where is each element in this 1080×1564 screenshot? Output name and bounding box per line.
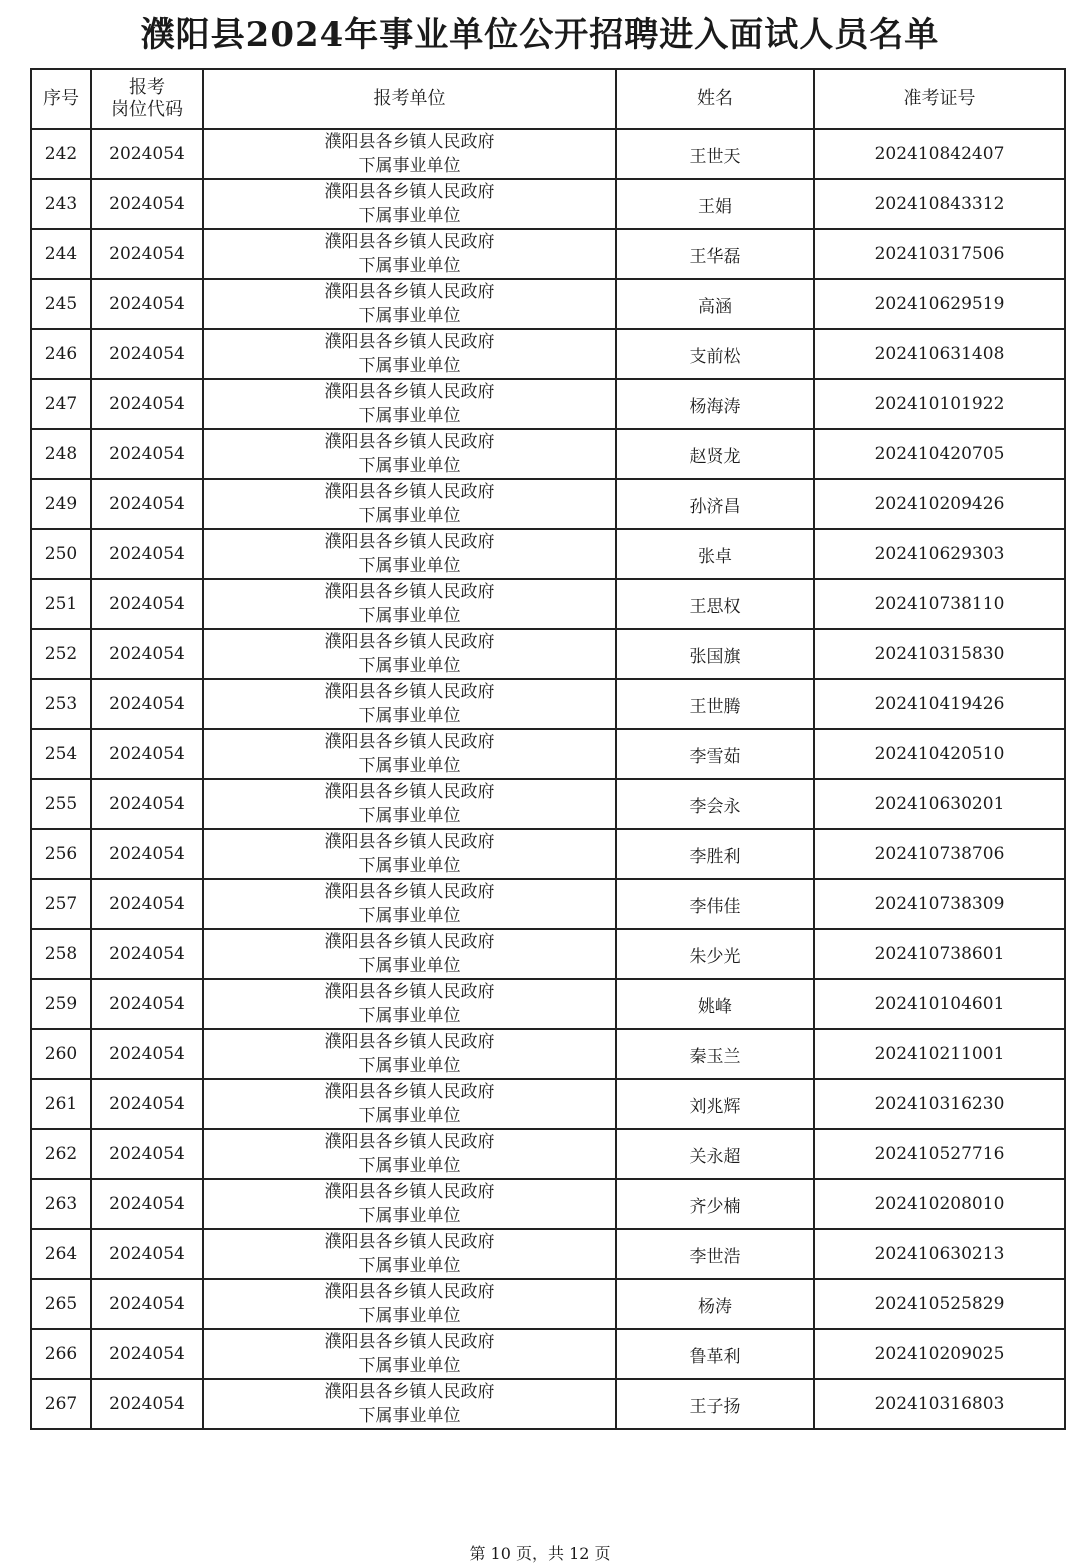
cell-unit-line1: 濮阳县各乡镇人民政府 bbox=[324, 932, 495, 952]
table-row bbox=[31, 1079, 1065, 1129]
cell-unit-line1: 濮阳县各乡镇人民政府 bbox=[324, 432, 495, 452]
cell-name: 王娟 bbox=[616, 179, 814, 229]
cell-unit-line2: 下属事业单位 bbox=[358, 406, 461, 426]
cell-ticket-number: 202410527716 bbox=[814, 1129, 1065, 1179]
cell-unit-line2: 下属事业单位 bbox=[358, 506, 461, 526]
cell-seq: 246 bbox=[31, 329, 91, 379]
cell-ticket-number: 202410738601 bbox=[814, 929, 1065, 979]
cell-seq: 261 bbox=[31, 1079, 91, 1129]
cell-position-code: 2024054 bbox=[91, 129, 203, 179]
cell-unit-line2: 下属事业单位 bbox=[358, 456, 461, 476]
page-footer: 第 10 页，共 12 页 bbox=[469, 1544, 611, 1563]
cell-unit bbox=[203, 1379, 616, 1429]
header-position-code bbox=[91, 69, 203, 129]
cell-unit bbox=[203, 1029, 616, 1079]
table-header-row bbox=[31, 69, 1065, 129]
cell-seq: 244 bbox=[31, 229, 91, 279]
table-row bbox=[31, 1029, 1065, 1079]
cell-unit-line2: 下属事业单位 bbox=[358, 356, 461, 376]
cell-ticket-number: 202410631408 bbox=[814, 329, 1065, 379]
cell-unit bbox=[203, 779, 616, 829]
cell-name: 王世天 bbox=[616, 129, 814, 179]
cell-name: 朱少光 bbox=[616, 929, 814, 979]
cell-name: 支前松 bbox=[616, 329, 814, 379]
cell-ticket-number: 202410842407 bbox=[814, 129, 1065, 179]
table-row bbox=[31, 879, 1065, 929]
cell-unit-line2: 下属事业单位 bbox=[358, 656, 461, 676]
cell-position-code: 2024054 bbox=[91, 279, 203, 329]
cell-ticket-number: 202410419426 bbox=[814, 679, 1065, 729]
cell-seq: 245 bbox=[31, 279, 91, 329]
cell-position-code: 2024054 bbox=[91, 729, 203, 779]
cell-seq: 266 bbox=[31, 1329, 91, 1379]
table-row bbox=[31, 1379, 1065, 1429]
table-row bbox=[31, 279, 1065, 329]
cell-unit-line2: 下属事业单位 bbox=[358, 1106, 461, 1126]
cell-ticket-number: 202410317506 bbox=[814, 229, 1065, 279]
cell-unit-line2: 下属事业单位 bbox=[358, 206, 461, 226]
table-row bbox=[31, 729, 1065, 779]
cell-position-code: 2024054 bbox=[91, 929, 203, 979]
cell-unit bbox=[203, 979, 616, 1029]
cell-ticket-number: 202410211001 bbox=[814, 1029, 1065, 1079]
cell-unit-line2: 下属事业单位 bbox=[358, 256, 461, 276]
table-body bbox=[31, 129, 1065, 1429]
cell-seq: 262 bbox=[31, 1129, 91, 1179]
cell-seq: 243 bbox=[31, 179, 91, 229]
cell-seq: 248 bbox=[31, 429, 91, 479]
table-row bbox=[31, 829, 1065, 879]
cell-ticket-number: 202410738110 bbox=[814, 579, 1065, 629]
cell-unit-line2: 下属事业单位 bbox=[358, 1056, 461, 1076]
table-row bbox=[31, 979, 1065, 1029]
table-row bbox=[31, 129, 1065, 179]
cell-unit-line1: 濮阳县各乡镇人民政府 bbox=[324, 1232, 495, 1252]
cell-unit bbox=[203, 1079, 616, 1129]
cell-position-code: 2024054 bbox=[91, 1379, 203, 1429]
cell-seq: 255 bbox=[31, 779, 91, 829]
cell-ticket-number: 202410420705 bbox=[814, 429, 1065, 479]
cell-position-code: 2024054 bbox=[91, 629, 203, 679]
cell-position-code: 2024054 bbox=[91, 1029, 203, 1079]
cell-unit-line1: 濮阳县各乡镇人民政府 bbox=[324, 1382, 495, 1402]
cell-position-code: 2024054 bbox=[91, 429, 203, 479]
cell-position-code: 2024054 bbox=[91, 329, 203, 379]
cell-ticket-number: 202410316230 bbox=[814, 1079, 1065, 1129]
cell-name: 杨涛 bbox=[616, 1279, 814, 1329]
cell-ticket-number: 202410738706 bbox=[814, 829, 1065, 879]
cell-unit bbox=[203, 1329, 616, 1379]
cell-unit-line1: 濮阳县各乡镇人民政府 bbox=[324, 1282, 495, 1302]
cell-unit bbox=[203, 1279, 616, 1329]
table-row bbox=[31, 329, 1065, 379]
cell-unit-line1: 濮阳县各乡镇人民政府 bbox=[324, 532, 495, 552]
cell-position-code: 2024054 bbox=[91, 529, 203, 579]
header-name: 姓名 bbox=[616, 69, 814, 129]
cell-name: 李雪茹 bbox=[616, 729, 814, 779]
cell-name: 李伟佳 bbox=[616, 879, 814, 929]
cell-unit-line1: 濮阳县各乡镇人民政府 bbox=[324, 182, 495, 202]
cell-unit-line1: 濮阳县各乡镇人民政府 bbox=[324, 282, 495, 302]
cell-ticket-number: 202410629303 bbox=[814, 529, 1065, 579]
cell-position-code: 2024054 bbox=[91, 829, 203, 879]
cell-unit bbox=[203, 729, 616, 779]
cell-ticket-number: 202410315830 bbox=[814, 629, 1065, 679]
cell-unit bbox=[203, 1129, 616, 1179]
interview-list-table bbox=[30, 68, 1066, 1430]
cell-name: 秦玉兰 bbox=[616, 1029, 814, 1079]
cell-unit-line1: 濮阳县各乡镇人民政府 bbox=[324, 882, 495, 902]
cell-unit-line1: 濮阳县各乡镇人民政府 bbox=[324, 1182, 495, 1202]
cell-seq: 265 bbox=[31, 1279, 91, 1329]
header-code-line1: 报考 bbox=[129, 77, 165, 98]
cell-ticket-number: 202410843312 bbox=[814, 179, 1065, 229]
cell-unit-line1: 濮阳县各乡镇人民政府 bbox=[324, 1132, 495, 1152]
table-row bbox=[31, 379, 1065, 429]
cell-unit-line2: 下属事业单位 bbox=[358, 806, 461, 826]
cell-unit bbox=[203, 379, 616, 429]
document-title: 濮阳县2024年事业单位公开招聘进入面试人员名单 bbox=[140, 15, 940, 55]
cell-seq: 260 bbox=[31, 1029, 91, 1079]
cell-name: 王世腾 bbox=[616, 679, 814, 729]
cell-unit bbox=[203, 829, 616, 879]
table-row bbox=[31, 229, 1065, 279]
cell-position-code: 2024054 bbox=[91, 479, 203, 529]
cell-ticket-number: 202410738309 bbox=[814, 879, 1065, 929]
cell-unit bbox=[203, 1179, 616, 1229]
cell-unit-line2: 下属事业单位 bbox=[358, 1356, 461, 1376]
cell-unit bbox=[203, 879, 616, 929]
table-row bbox=[31, 479, 1065, 529]
cell-unit-line1: 濮阳县各乡镇人民政府 bbox=[324, 632, 495, 652]
cell-seq: 253 bbox=[31, 679, 91, 729]
table-row bbox=[31, 529, 1065, 579]
cell-unit-line2: 下属事业单位 bbox=[358, 1256, 461, 1276]
cell-unit-line2: 下属事业单位 bbox=[358, 706, 461, 726]
cell-seq: 257 bbox=[31, 879, 91, 929]
cell-unit-line1: 濮阳县各乡镇人民政府 bbox=[324, 1082, 495, 1102]
header-unit: 报考单位 bbox=[203, 69, 616, 129]
cell-ticket-number: 202410104601 bbox=[814, 979, 1065, 1029]
cell-seq: 251 bbox=[31, 579, 91, 629]
cell-position-code: 2024054 bbox=[91, 229, 203, 279]
cell-seq: 250 bbox=[31, 529, 91, 579]
cell-unit bbox=[203, 129, 616, 179]
cell-name: 关永超 bbox=[616, 1129, 814, 1179]
cell-name: 赵贤龙 bbox=[616, 429, 814, 479]
cell-name: 姚峰 bbox=[616, 979, 814, 1029]
cell-seq: 254 bbox=[31, 729, 91, 779]
table-row bbox=[31, 1279, 1065, 1329]
cell-position-code: 2024054 bbox=[91, 1279, 203, 1329]
cell-name: 张国旗 bbox=[616, 629, 814, 679]
cell-unit bbox=[203, 229, 616, 279]
cell-ticket-number: 202410209025 bbox=[814, 1329, 1065, 1379]
cell-ticket-number: 202410209426 bbox=[814, 479, 1065, 529]
header-ticket: 准考证号 bbox=[814, 69, 1065, 129]
table-row bbox=[31, 179, 1065, 229]
cell-name: 王思权 bbox=[616, 579, 814, 629]
cell-ticket-number: 202410630201 bbox=[814, 779, 1065, 829]
cell-unit bbox=[203, 479, 616, 529]
cell-unit bbox=[203, 679, 616, 729]
cell-unit bbox=[203, 179, 616, 229]
cell-unit-line1: 濮阳县各乡镇人民政府 bbox=[324, 232, 495, 252]
table-row bbox=[31, 929, 1065, 979]
cell-ticket-number: 202410420510 bbox=[814, 729, 1065, 779]
cell-unit-line1: 濮阳县各乡镇人民政府 bbox=[324, 682, 495, 702]
cell-unit-line1: 濮阳县各乡镇人民政府 bbox=[324, 782, 495, 802]
cell-position-code: 2024054 bbox=[91, 379, 203, 429]
cell-unit-line2: 下属事业单位 bbox=[358, 1156, 461, 1176]
cell-position-code: 2024054 bbox=[91, 1129, 203, 1179]
cell-unit-line2: 下属事业单位 bbox=[358, 556, 461, 576]
cell-name: 张卓 bbox=[616, 529, 814, 579]
cell-position-code: 2024054 bbox=[91, 179, 203, 229]
cell-unit-line1: 濮阳县各乡镇人民政府 bbox=[324, 132, 495, 152]
cell-name: 刘兆辉 bbox=[616, 1079, 814, 1129]
cell-position-code: 2024054 bbox=[91, 579, 203, 629]
cell-ticket-number: 202410629519 bbox=[814, 279, 1065, 329]
table-row bbox=[31, 629, 1065, 679]
cell-unit bbox=[203, 579, 616, 629]
cell-seq: 259 bbox=[31, 979, 91, 1029]
cell-unit-line2: 下属事业单位 bbox=[358, 1306, 461, 1326]
cell-name: 李胜利 bbox=[616, 829, 814, 879]
cell-ticket-number: 202410316803 bbox=[814, 1379, 1065, 1429]
cell-position-code: 2024054 bbox=[91, 879, 203, 929]
cell-seq: 256 bbox=[31, 829, 91, 879]
cell-unit bbox=[203, 929, 616, 979]
cell-name: 高涵 bbox=[616, 279, 814, 329]
table-row bbox=[31, 1229, 1065, 1279]
cell-seq: 267 bbox=[31, 1379, 91, 1429]
cell-unit-line2: 下属事业单位 bbox=[358, 1406, 461, 1426]
cell-ticket-number: 202410101922 bbox=[814, 379, 1065, 429]
cell-seq: 249 bbox=[31, 479, 91, 529]
cell-seq: 252 bbox=[31, 629, 91, 679]
cell-unit-line1: 濮阳县各乡镇人民政府 bbox=[324, 1032, 495, 1052]
cell-unit-line2: 下属事业单位 bbox=[358, 1006, 461, 1026]
cell-name: 李会永 bbox=[616, 779, 814, 829]
cell-position-code: 2024054 bbox=[91, 679, 203, 729]
header-seq: 序号 bbox=[31, 69, 91, 129]
cell-unit-line2: 下属事业单位 bbox=[358, 156, 461, 176]
cell-position-code: 2024054 bbox=[91, 1079, 203, 1129]
cell-unit bbox=[203, 429, 616, 479]
cell-ticket-number: 202410208010 bbox=[814, 1179, 1065, 1229]
cell-unit bbox=[203, 1229, 616, 1279]
cell-unit-line1: 濮阳县各乡镇人民政府 bbox=[324, 832, 495, 852]
cell-ticket-number: 202410525829 bbox=[814, 1279, 1065, 1329]
cell-position-code: 2024054 bbox=[91, 1179, 203, 1229]
cell-position-code: 2024054 bbox=[91, 979, 203, 1029]
cell-position-code: 2024054 bbox=[91, 779, 203, 829]
table-row bbox=[31, 779, 1065, 829]
table-row bbox=[31, 679, 1065, 729]
cell-ticket-number: 202410630213 bbox=[814, 1229, 1065, 1279]
cell-unit-line2: 下属事业单位 bbox=[358, 1206, 461, 1226]
cell-unit bbox=[203, 529, 616, 579]
cell-unit bbox=[203, 329, 616, 379]
cell-seq: 264 bbox=[31, 1229, 91, 1279]
cell-name: 齐少楠 bbox=[616, 1179, 814, 1229]
table-row bbox=[31, 579, 1065, 629]
cell-unit-line1: 濮阳县各乡镇人民政府 bbox=[324, 1332, 495, 1352]
cell-seq: 258 bbox=[31, 929, 91, 979]
cell-unit-line1: 濮阳县各乡镇人民政府 bbox=[324, 732, 495, 752]
cell-unit-line2: 下属事业单位 bbox=[358, 856, 461, 876]
table-row bbox=[31, 429, 1065, 479]
cell-unit-line2: 下属事业单位 bbox=[358, 906, 461, 926]
cell-unit-line2: 下属事业单位 bbox=[358, 956, 461, 976]
cell-unit-line2: 下属事业单位 bbox=[358, 756, 461, 776]
cell-name: 王子扬 bbox=[616, 1379, 814, 1429]
cell-name: 李世浩 bbox=[616, 1229, 814, 1279]
cell-unit-line2: 下属事业单位 bbox=[358, 606, 461, 626]
cell-seq: 263 bbox=[31, 1179, 91, 1229]
cell-unit-line1: 濮阳县各乡镇人民政府 bbox=[324, 482, 495, 502]
cell-seq: 242 bbox=[31, 129, 91, 179]
header-code-line2: 岗位代码 bbox=[111, 99, 183, 120]
cell-unit-line1: 濮阳县各乡镇人民政府 bbox=[324, 582, 495, 602]
table-row bbox=[31, 1129, 1065, 1179]
cell-name: 鲁革利 bbox=[616, 1329, 814, 1379]
cell-name: 杨海涛 bbox=[616, 379, 814, 429]
cell-position-code: 2024054 bbox=[91, 1329, 203, 1379]
cell-unit-line1: 濮阳县各乡镇人民政府 bbox=[324, 332, 495, 352]
cell-name: 孙济昌 bbox=[616, 479, 814, 529]
cell-unit bbox=[203, 279, 616, 329]
table-row bbox=[31, 1179, 1065, 1229]
table-row bbox=[31, 1329, 1065, 1379]
cell-seq: 247 bbox=[31, 379, 91, 429]
cell-unit-line1: 濮阳县各乡镇人民政府 bbox=[324, 982, 495, 1002]
cell-position-code: 2024054 bbox=[91, 1229, 203, 1279]
cell-unit-line1: 濮阳县各乡镇人民政府 bbox=[324, 382, 495, 402]
cell-name: 王华磊 bbox=[616, 229, 814, 279]
cell-unit bbox=[203, 629, 616, 679]
cell-unit-line2: 下属事业单位 bbox=[358, 306, 461, 326]
